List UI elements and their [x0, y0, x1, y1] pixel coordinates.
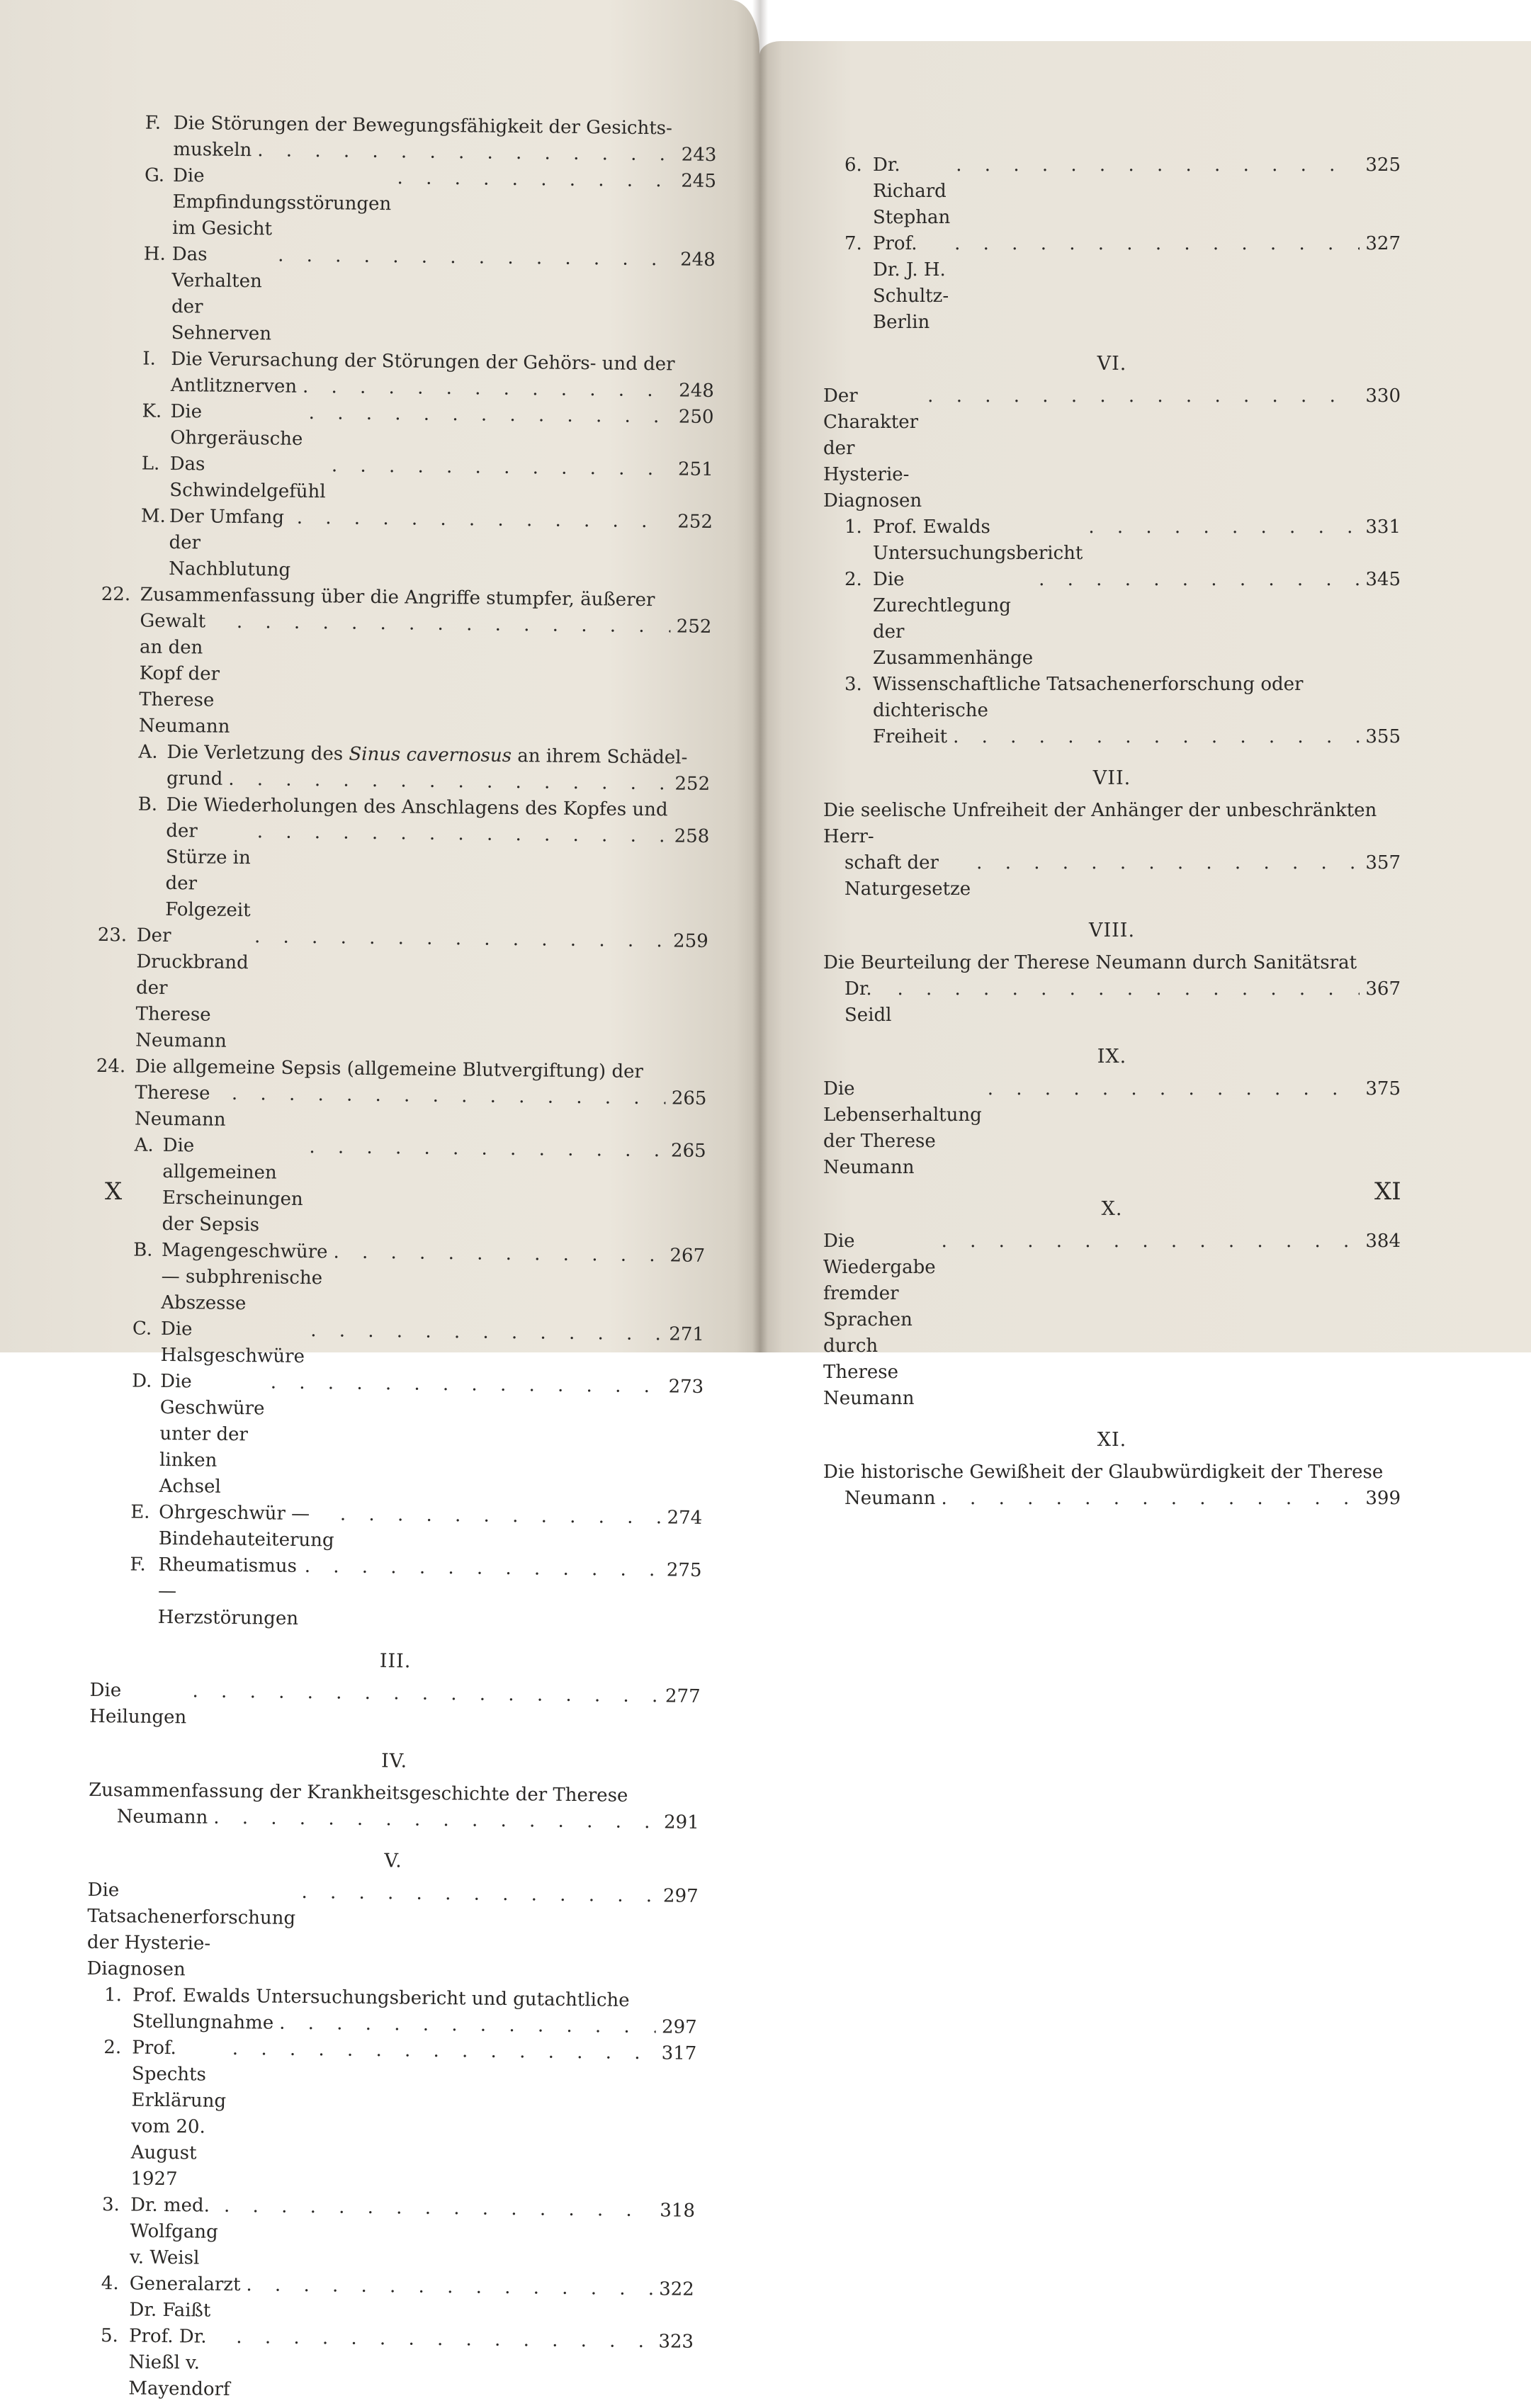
page-number-left: X — [105, 1177, 123, 1206]
toc-entry-cont: Antlitznerven . . . 248 — [103, 372, 714, 405]
toc-entry: 1. Prof. Ewalds Untersuchungsbericht und gutachtliche — [103, 1984, 630, 2011]
toc-entry: F. Rheumatismus — Herzstörungen . . . 275 — [91, 1551, 702, 1637]
toc-entry: Die Beurteilung der Therese Neumann durch Sanitätsrat — [823, 952, 1357, 973]
page-number-right: XI — [1374, 1177, 1401, 1206]
toc-entry: 3. Dr. med. Wolfgang v. Weisl . . . 318 — [84, 2192, 695, 2277]
toc-entry: A. Die allgemeinen Erscheinungen der Sepsis . . . 265 — [94, 1132, 706, 1243]
toc-entry: Die historische Gewißheit der Glaubwürdigkeit der Therese — [823, 1462, 1384, 1483]
toc-entry: 2. Die Zurechtlegung der Zusammenhänge . . . 345 — [823, 567, 1401, 672]
toc-entry: B. Magengeschwüre — subphrenische Abszesse . . . 267 — [94, 1237, 705, 1322]
section-heading: XI. — [1097, 1429, 1127, 1451]
section-heading: V. — [384, 1850, 402, 1872]
section-heading: III. — [379, 1650, 412, 1673]
toc-entry: Zusammenfassung der Krankheitsgeschichte der Therese — [89, 1779, 628, 1807]
toc-entry: 7. Prof. Dr. J. H. Schultz-Berlin . . . 327 — [823, 231, 1401, 336]
toc-left — [82, 110, 717, 2408]
toc-entry-cont: schaft der Naturgesetze . . . 357 — [823, 850, 1401, 903]
toc-entry: G. Die Empfindungsstörungen im Gesicht . . . 245 — [105, 162, 716, 247]
section-heading: IX. — [1097, 1046, 1127, 1068]
toc-entry-cont: Dr. Seidl . . . 367 — [823, 976, 1401, 1029]
toc-entry-cont: Neumann . . . 291 — [89, 1804, 699, 1836]
toc-entry: 2. Prof. Spechts Erklärung vom 20. August 1927 . . . 317 — [84, 2035, 696, 2198]
toc-entry: 23. Der Druckbrand der Therese Neumann . . . 259 — [96, 922, 708, 1060]
toc-entry: Der Charakter der Hysterie-Diagnosen . . . 330 — [823, 383, 1401, 514]
toc-entry: 24. Die allgemeine Sepsis (allgemeine Blutvergiftung) der — [96, 1055, 644, 1083]
toc-entry-cont: Therese Neumann . . . 265 — [96, 1080, 707, 1138]
toc-entry: Die Heilungen . . . 277 — [89, 1678, 701, 1736]
toc-entry: K. Die Ohrgeräusche . . . 250 — [103, 398, 714, 457]
section-heading: IV. — [380, 1750, 408, 1773]
toc-entry: Die Wiedergabe fremder Sprachen durch Therese Neumann . . . 384 — [823, 1228, 1401, 1412]
toc-entry: 5. Prof. Dr. Nießl v. Mayendorf . . . 323 — [82, 2323, 694, 2408]
toc-entry: Die seelische Unfreiheit der Anhänger der unbeschränkten Herr- — [823, 800, 1377, 847]
toc-entry: F. Die Störungen der Bewegungsfähigkeit der Gesichts- — [145, 112, 673, 140]
section-heading: VII. — [1092, 767, 1131, 789]
toc-entry-cont: der Stürze in der Folgezeit . . . 258 — [98, 818, 710, 929]
toc-entry: C. Die Halsgeschwüre . . . 271 — [93, 1316, 704, 1374]
section-heading: X. — [1101, 1198, 1123, 1220]
toc-entry: E. Ohrgeschwür — Bindehauteiterung . . . 274 — [91, 1499, 703, 1558]
toc-entry: L. Das Schwindelgefühl . . . 251 — [102, 451, 713, 509]
toc-entry: 3. Wissenschaftliche Tatsachenerforschung oder dichterische — [844, 674, 1304, 721]
toc-entry: 22. Zusammenfassung über die Angriffe stumpfer, äußerer — [101, 583, 655, 611]
toc-entry: A. Die Verletzung des Sinus cavernosus an ihrem Schädel- — [138, 741, 688, 769]
toc-entry: Die Lebenserhaltung der Therese Neumann . . . 375 — [823, 1076, 1401, 1181]
toc-entry-cont: Neumann . . . 399 — [823, 1486, 1401, 1512]
section-heading: VI. — [1097, 353, 1127, 375]
toc-entry-cont: Stellungnahme . . . 297 — [86, 2008, 697, 2041]
toc-entry: D. Die Geschwüre unter der linken Achsel . . . 273 — [91, 1368, 704, 1505]
book-gutter — [752, 0, 768, 1352]
toc-entry-cont: muskeln . . . 243 — [106, 136, 716, 169]
section-heading: VIII. — [1088, 920, 1136, 942]
toc-entry: Die Tatsachenerforschung der Hysterie-Diagnosen . . . 297 — [86, 1877, 699, 1989]
toc-entry: I. Die Verursachung der Störungen der Gehörs- und der — [142, 348, 675, 375]
toc-entry-cont: grund . . . 252 — [99, 765, 710, 798]
toc-entry: 6. Dr. Richard Stephan . . . 325 — [823, 152, 1401, 231]
toc-entry: B. Die Wiederholungen des Anschlagens des Kopfes und — [137, 793, 668, 821]
toc-entry: H. Das Verhalten der Sehnerven . . . 248 — [104, 241, 716, 352]
toc-entry-cont: Gewalt an den Kopf der Therese Neumann . . . 252 — [100, 608, 712, 745]
toc-entry-cont: Freiheit . . . 355 — [823, 724, 1401, 750]
toc-entry: M. Der Umfang der Nachblutung . . . 252 — [101, 503, 713, 588]
toc-right — [823, 152, 1401, 1512]
toc-entry: 4. Generalarzt Dr. Faißt . . . 322 — [83, 2271, 694, 2329]
toc-entry: 1. Prof. Ewalds Untersuchungsbericht . . . 331 — [823, 514, 1401, 567]
